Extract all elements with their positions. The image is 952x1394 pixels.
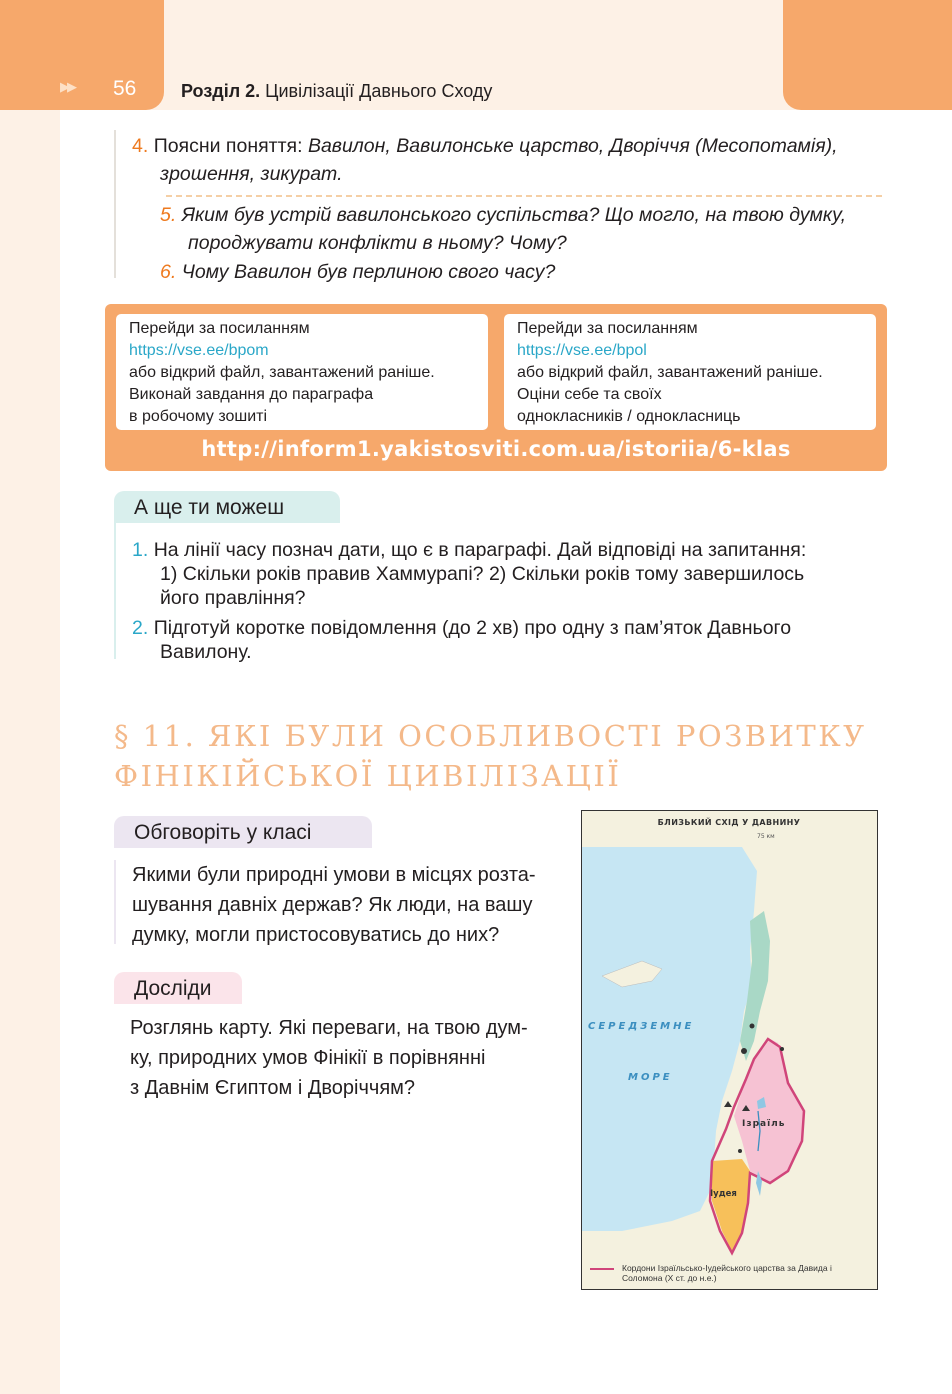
task-text-continued: Вавилону. <box>160 641 252 663</box>
near-east-map <box>581 810 878 1290</box>
map-legend: Кордони Ізраїльсько-Іудейського царства за Давида і Соломона (Х ст. до н.е.) <box>622 1263 832 1283</box>
map-drawing <box>582 811 878 1290</box>
extra-tasks-heading: А ще ти можеш <box>114 491 340 523</box>
question-number: 4. <box>132 135 149 157</box>
card-text: Оціни себе та своїх <box>517 386 662 403</box>
task-text: Підготуй коротке повідомлення (до 2 хв) про одну з пам’яток Давнього <box>153 617 792 639</box>
question-number: 6. <box>160 261 177 283</box>
city-marker <box>750 1024 755 1029</box>
discuss-line: Якими були природні умови в місцях розта- <box>132 864 536 886</box>
section-title-line: ФІНІКІЙСЬКОЇ ЦИВІЛІЗАЦІЇ <box>114 759 622 793</box>
link-card-self-assessment <box>504 314 876 430</box>
online-tasks-box <box>105 304 887 471</box>
link-card-workbook <box>116 314 488 430</box>
card-instruction: Перейди за посиланням <box>129 320 310 337</box>
discuss-line: думку, могли пристосовуватись до них? <box>132 924 500 946</box>
discuss-text <box>114 860 559 944</box>
research-line: з Давнім Єгиптом і Дворіччям? <box>130 1077 416 1099</box>
question-number: 5. <box>160 204 177 226</box>
sea-label: СЕРЕДЗЕМНЕ <box>588 1021 695 1032</box>
card-link[interactable]: https://vse.ee/bpom <box>129 342 269 359</box>
question-terms: Вавилон, Вавилонське царство, Дворіччя (Месопотамія), <box>307 135 838 157</box>
city-marker <box>780 1047 784 1051</box>
section-title-line: § 11. ЯКІ БУЛИ ОСОБЛИВОСТІ РОЗВИТКУ <box>114 719 867 753</box>
city-marker <box>741 1048 747 1054</box>
task-number: 2. <box>132 617 149 639</box>
site-url-link[interactable]: http://inform1.yakistosviti.com.ua/istoriia/6-klas <box>201 437 791 461</box>
research-line: ку, природних умов Фінікії в порівнянні <box>130 1047 486 1069</box>
page-number-tab <box>0 0 164 110</box>
question-text: Чому Вавилон був перлиною свого часу? <box>181 261 556 283</box>
double-arrow-icon: ▶▶ <box>60 80 74 95</box>
section-title <box>114 716 867 796</box>
task-number: 1. <box>132 539 149 561</box>
extra-task-2 <box>132 616 882 664</box>
chapter-heading <box>181 81 492 102</box>
card-instruction: Перейди за посиланням <box>517 320 698 337</box>
extra-task-1 <box>132 538 882 610</box>
chapter-label: Розділ 2. <box>181 81 261 101</box>
discuss-line: шування давніх держав? Як люди, на вашу <box>132 894 533 916</box>
card-text: або відкрий файл, завантажений раніше. <box>517 364 823 381</box>
page-margin-strip <box>0 110 60 1394</box>
question-text: Яким був устрій вавилонського суспільства? Що могло, на твою думку, <box>181 204 846 226</box>
card-text: або відкрий файл, завантажений раніше. <box>129 364 435 381</box>
task-text: На лінії часу познач дати, що є в параграфі. Дай відповіді на запитання: <box>153 539 807 561</box>
question-text-continued: породжувати конфлікти в ньому? Чому? <box>188 232 567 254</box>
questions-block <box>114 130 882 283</box>
research-heading: Досліди <box>114 972 242 1004</box>
legend-swatch <box>590 1268 614 1270</box>
task-text-continued: його правління? <box>160 587 306 609</box>
card-text: однокласників / однокласниць <box>517 408 741 425</box>
chapter-title: Цивілізації Давнього Сходу <box>265 81 493 101</box>
map-scale: 75 км <box>757 833 775 840</box>
discuss-heading: Обговоріть у класі <box>114 816 372 848</box>
judea-label: Іудея <box>710 1189 737 1199</box>
header-corner-tab <box>783 0 952 110</box>
card-link[interactable]: https://vse.ee/bpol <box>517 342 647 359</box>
israel-label: Ізраїль <box>742 1119 786 1129</box>
research-line: Розглянь карту. Які переваги, на твою дум- <box>130 1017 528 1039</box>
task-text-continued: 1) Скільки років правив Хаммурапі? 2) Скільки років тому завершилось <box>160 563 805 585</box>
question-5 <box>160 201 882 257</box>
map-title: БЛИЗЬКИЙ СХІД У ДАВНИНУ <box>657 818 801 827</box>
dashed-divider <box>166 195 882 197</box>
extra-tasks-list <box>114 523 882 663</box>
city-marker <box>738 1149 742 1153</box>
card-text: Виконай завдання до параграфа <box>129 386 374 403</box>
question-4 <box>132 132 882 188</box>
research-text <box>114 1013 559 1103</box>
sea-label: МОРЕ <box>628 1072 673 1083</box>
question-text: Поясни поняття: <box>153 135 308 157</box>
question-6 <box>160 258 555 286</box>
question-terms-continued: зрошення, зикурат. <box>160 163 343 185</box>
page-number: 56 <box>113 77 137 100</box>
card-text: в робочому зошиті <box>129 408 268 425</box>
